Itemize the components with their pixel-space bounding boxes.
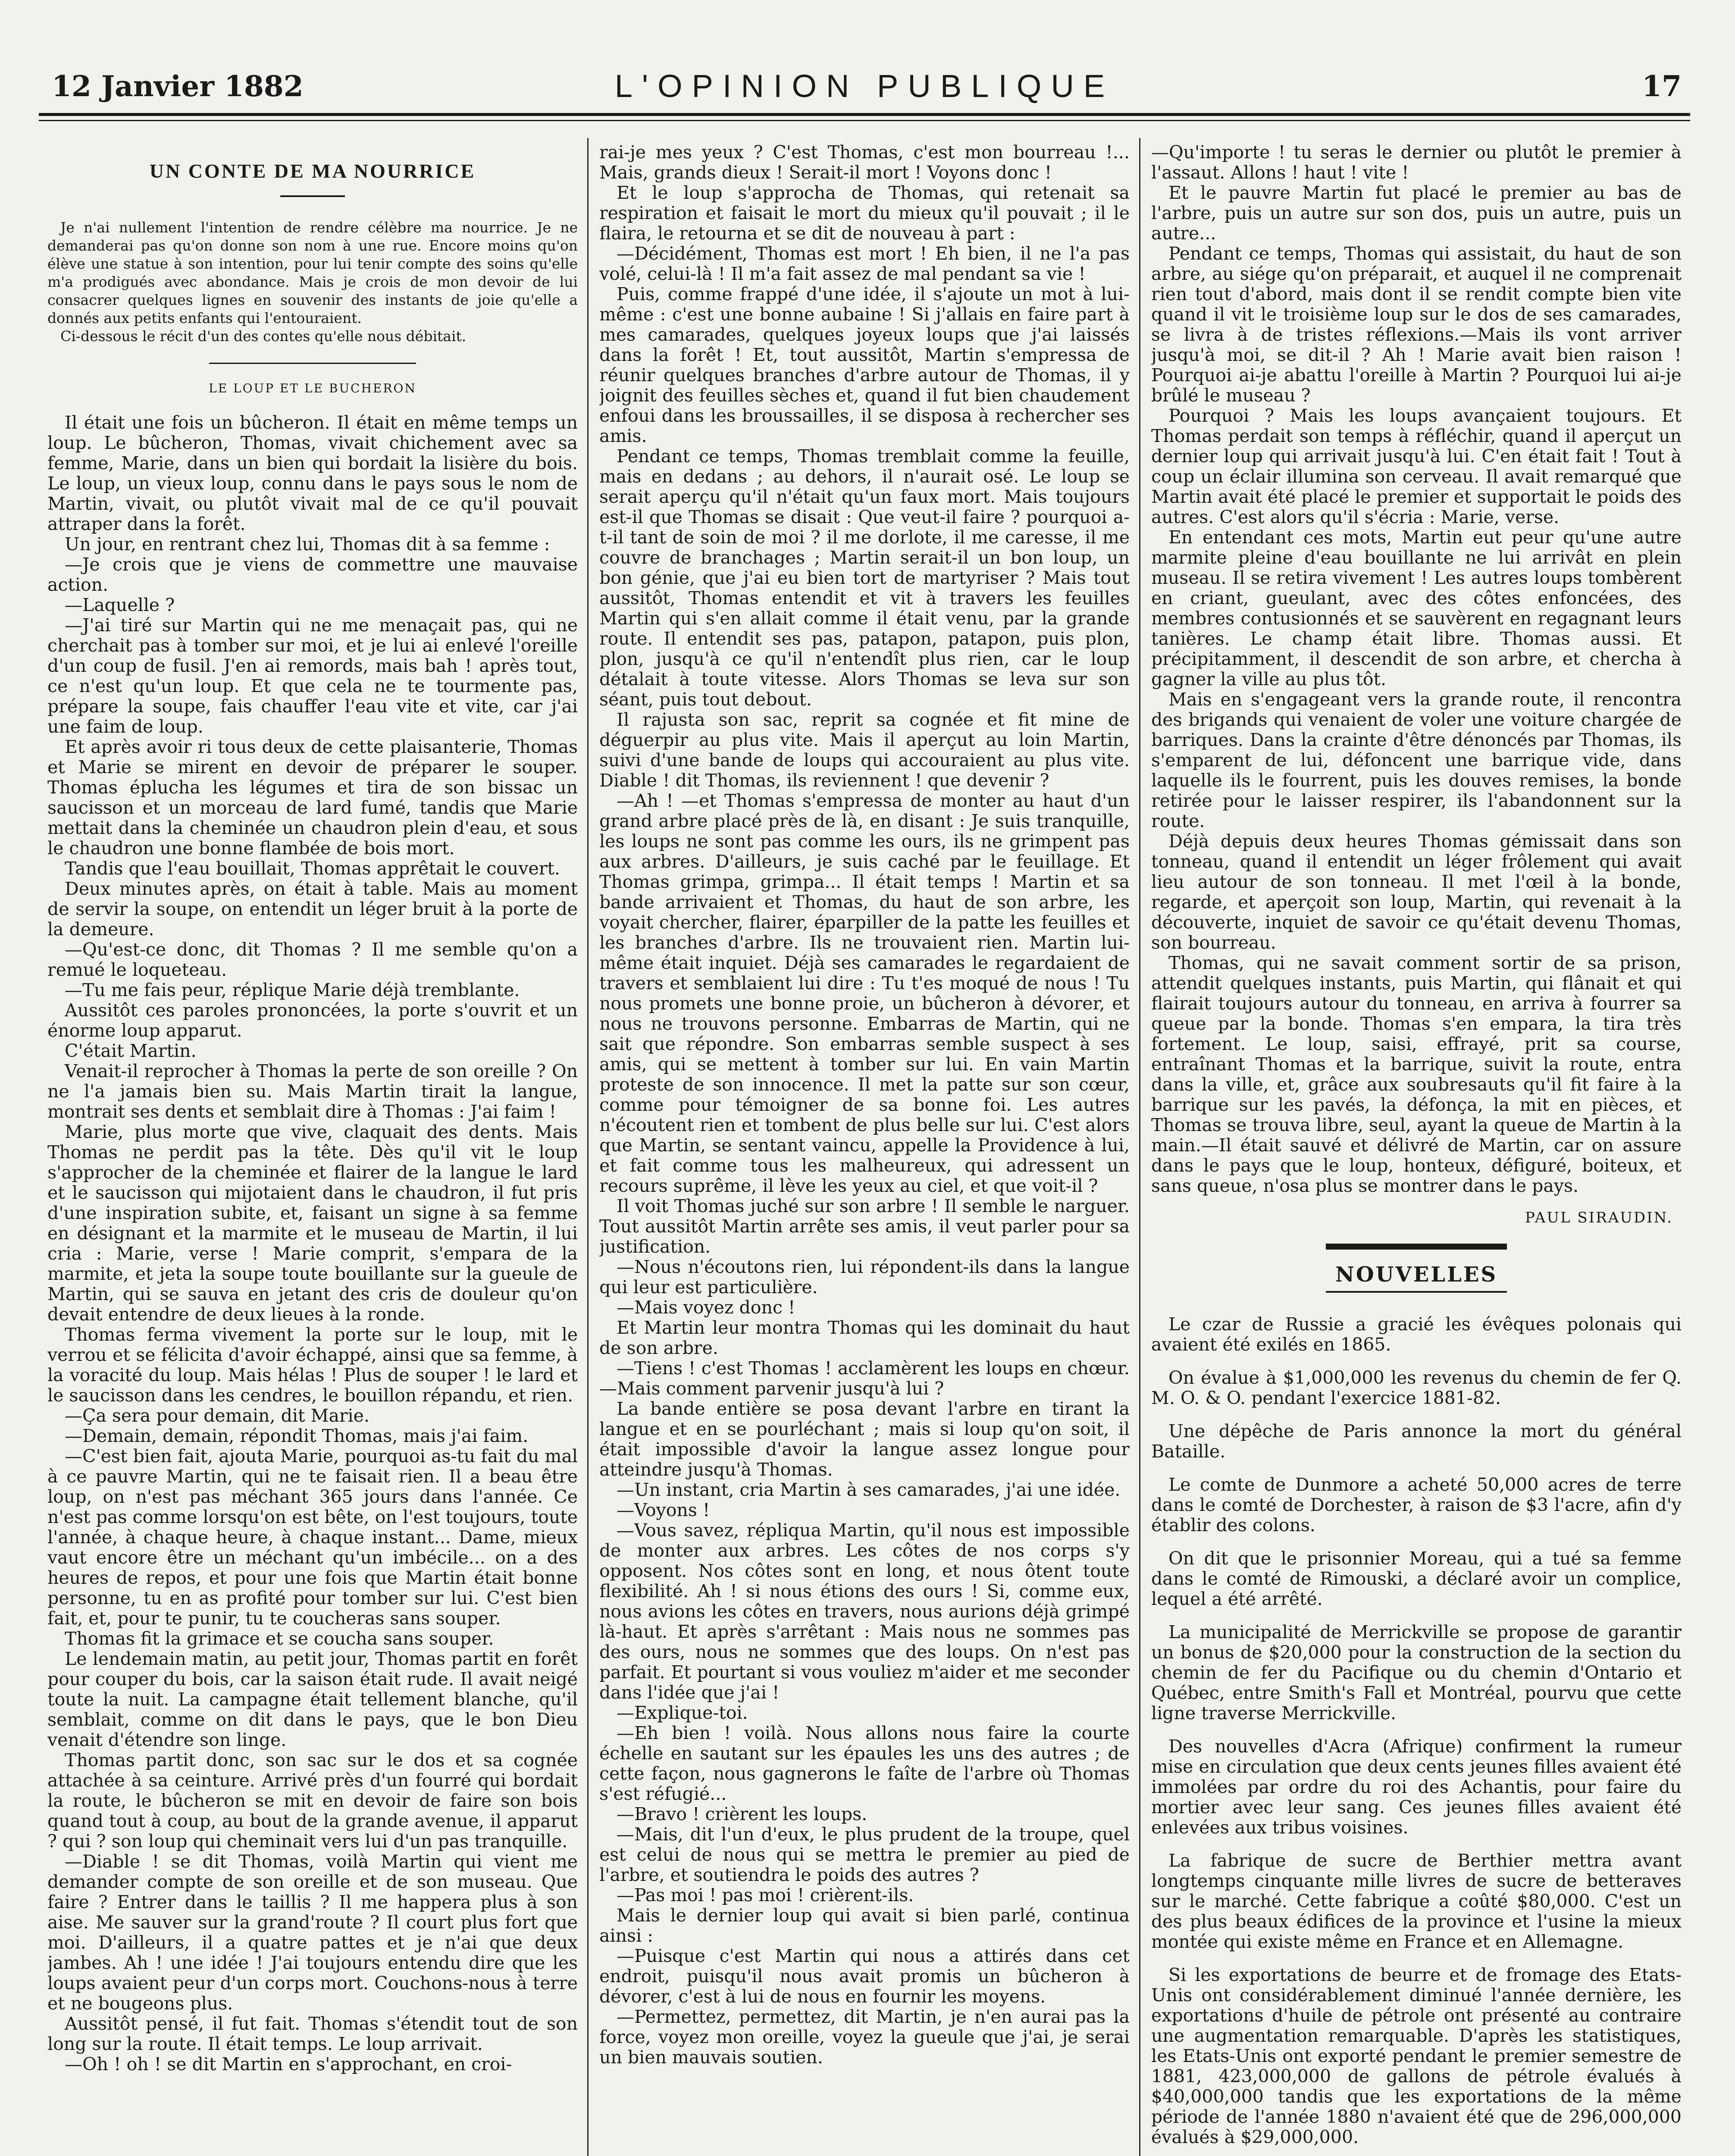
news-title-rule [1326, 1291, 1507, 1293]
newspaper-title: L'OPINION PUBLIQUE [614, 68, 1115, 104]
story-paragraph: Pourquoi ? Mais les loups avançaient toujours. Et Thomas perdait son temps à réfléchir, quand il aperçut un dernier loup qui arrivait jusqu'à lui. C'en était fait ! Tout à coup un éclair illumina son cerveau. Il avait remarqué que Martin avait été placé le premier et supportait le poids des autres. C'est alors qu'il s'écria : Marie, verse. [1151, 405, 1682, 527]
story-paragraph: —Explique-toi. [617, 1702, 748, 1723]
news-title: NOUVELLES [1335, 1263, 1498, 1287]
story-paragraph: Aussitôt ces paroles prononcées, la porte s'ouvrit et un énorme loup apparut. [47, 1000, 578, 1041]
story-paragraph: —Diable ! se dit Thomas, voilà Martin qui vient me demander compte de son oreille et de son museau. Que faire ? Entrer dans le taillis ? Il me happera plus à son aise. Me sauver sur la grand'route ? Il court plus fort que moi. D'ailleurs, il a quatre pattes et je n'ai que deux jambes. Ah ! une idée ! J'ai toujours entendu dire que les loups avaient peur d'un corps mort. Couchons-nous à terre et ne bougeons plus. [47, 1851, 578, 2014]
story-paragraph: Puis, comme frappé d'une idée, il s'ajoute un mot à lui-même : c'est une bonne aubaine ! Si j'allais en faire part à mes camarades, quelques joyeux loups que j'ai laissés dans la forêt ! Et, tout aussitôt, Martin s'empressa de réunir quelques branches d'arbre autour de Thomas, il y joignit des feuilles sèches et, quand il fut bien chaudement enfoui dans les broussailles, il se disposa à rechercher ses amis. [599, 284, 1130, 446]
story-paragraph: Il rajusta son sac, reprit sa cognée et fit mine de déguerpir au plus vite. Mais il aperçut au loin Martin, suivi d'une bande de loups qui accouraient au plus vite. Diable ! dit Thomas, ils reviennent ! que devenir ? [599, 709, 1130, 791]
column-divider [587, 138, 589, 2156]
story-paragraph: —Pas moi ! pas moi ! crièrent-ils. [617, 1885, 914, 1905]
news-item: Si les exportations de beurre et de fromage des Etats-Unis ont considérablement diminué l'année dernière, les exportations d'huile de pétrole ont présenté au contraire une augmentation remarquable. D'après les statistiques, les Etats-Unis ont exporté pendant le premier semestre de 1881, 423,000,000 de gallons de pétrole évalués à $40,000,000 tandis que les exportations de la même période de l'année 1880 n'avaient été que de 296,000,000 évalués à $29,000,000. [1151, 1965, 1682, 2147]
story-text-col3 [1151, 142, 1682, 1196]
news-item: Le czar de Russie a gracié les évêques polonais qui avaient été exilés en 1865. [1151, 1314, 1682, 1355]
news-item: Une dépêche de Paris annonce la mort du général Bataille. [1151, 1421, 1682, 1462]
story-paragraph: Déjà depuis deux heures Thomas gémissait dans son tonneau, quand il entendit un léger frôlement qui avait lieu autour de son tonneau. Il met l'œil à la bonde, regarde, et aperçoit son loup, Martin, qui revenait à la découverte, inquiet de savoir ce qu'était devenu Thomas, son bourreau. [1151, 831, 1682, 953]
story-paragraph: Et après avoir ri tous deux de cette plaisanterie, Thomas et Marie se mirent en devoir de préparer le souper. Thomas éplucha les légumes et tira de son bissac un saucisson et un morceau de lard fumé, tandis que Marie mettait dans la cheminée un chaudron plein d'eau, et sous le chaudron une bonne flambée de bois mort. [47, 736, 578, 859]
column-1 [47, 142, 578, 2156]
story-paragraph: —Ça sera pour demain, dit Marie. [65, 1405, 370, 1426]
news-item: On évalue à $1,000,000 les revenus du chemin de fer Q. M. O. & O. pendant l'exercice 1881-82. [1151, 1367, 1682, 1408]
conte-intro [47, 219, 578, 345]
story-paragraph: Thomas partit donc, son sac sur le dos et sa cognée attachée à sa ceinture. Arrivé près d'un fourré qui bordait la route, le bûcheron se mit en devoir de faire son bois quand tout à coup, au bout de la grande avenue, il apparut ? qui ? son loup qui cheminait vers lui d'un pas tranquille. [47, 1750, 578, 1852]
masthead [39, 65, 1690, 112]
story-paragraph: —C'est bien fait, ajouta Marie, pourquoi as-tu fait du mal à ce pauvre Martin, qui ne te faisait rien. Il a beau être loup, on n'est pas méchant 365 jours dans l'année. Ce n'est pas comme lorsqu'on est bête, on l'est toujours, toute l'année, à chaque heure, à chaque instant... Dame, mieux vaut encore être un méchant qu'un imbécile... on a des heures de repos, et pour une fois que Martin était bonne personne, tu en as profité pour tomber sur lui. C'est bien fait, et, pour te punir, tu te coucheras sans souper. [47, 1446, 578, 1629]
story-paragraph: —Permettez, permettez, dit Martin, je n'en aurai pas la force, voyez mon oreille, voyez la gueule que j'ai, je serai un bien mauvais soutien. [599, 2006, 1130, 2068]
story-paragraph: Pendant ce temps, Thomas tremblait comme la feuille, mais en dedans ; au dehors, il n'aurait osé. Le loup se serait aperçu qu'il n'était qu'un faux mort. Mais toujours est-il que Thomas se disait : Que veut-il faire ? pourquoi a-t-il tant de soin de moi ? il me dorlote, il me caresse, il me couvre de branchages ; Martin serait-il un bon loup, un bon génie, que j'ai eu bien tort de martyriser ? Mais tout aussitôt, Thomas entendit et vit à travers les feuilles Martin qui s'en allait comme il était venu, par la grande route. Il entendit ses pas, patapon, patapon, puis plon, plon, jusqu'à ce qu'il n'entendît plus rien, car le loup détalait à toute vitesse. Alors Thomas se leva sur son séant, puis tout debout. [599, 446, 1130, 710]
story-paragraph: —Qu'importe ! tu seras le dernier ou plutôt le premier à l'assaut. Allons ! haut ! vite ! [1151, 142, 1682, 183]
story-paragraph: —Laquelle ? [65, 595, 175, 615]
issue-date: 12 Janvier 1882 [52, 69, 304, 103]
story-paragraph: —Vous savez, répliqua Martin, qu'il nous est impossible de monter aux arbres. Les côtes de nos corps s'y opposent. Nos côtes sont en long, et nous ôtent toute flexibilité. Ah ! si nous étions des ours ! Si, comme eux, nous avions les côtes en travers, nous aurions déjà grimpé là-haut. Et après s'arrêtant : Mais nous ne sommes pas des ours, nous ne sommes que des loups. On n'est pas parfait. Et pourtant si vous vouliez m'aider et me seconder dans l'idée que j'ai ! [599, 1520, 1130, 1703]
story-paragraph: —Mais, dit l'un d'eux, le plus prudent de la troupe, quel est celui de nous qui se mettra le premier au pied de l'arbre, et soutiendra le poids des autres ? [599, 1824, 1130, 1885]
news-item: La fabrique de sucre de Berthier mettra avant longtemps cinquante mille livres de sucre de betteraves sur le marché. Cette fabrique a coûté $80,000. C'est un des plus beaux édifices de la province et l'usine la mieux montée qui existe même en France et en Allemagne. [1151, 1850, 1682, 1952]
story-paragraph: Thomas, qui ne savait comment sortir de sa prison, attendit quelques instants, puis Martin, qui flânait et qui flairait toujours autour du tonneau, en arriva à fourrer sa queue par la bonde. Thomas s'en empara, la tira très fortement. Le loup, saisi, effrayé, prit sa course, entraînant Thomas et la barrique, suivit la route, entra dans la ville, et, grâce aux soubresauts qu'il fit faire à la barrique sur les pavés, la défonça, la mit en pièces, et Thomas se trouva libre, seul, ayant la queue de Martin à la main.—Il était sauvé et délivré de Martin, car on assure dans le pays que le loup, honteux, défiguré, boiteux, et sans queue, n'osa plus se montrer dans le pays. [1151, 953, 1682, 1196]
story-paragraph: —Oh ! oh ! se dit Martin en s'approchant, en croi- [65, 2054, 512, 2075]
story-paragraph: Pendant ce temps, Thomas qui assistait, du haut de son arbre, au siége qu'on préparait, et auquel il ne comprenait rien tout d'abord, mais dont il se rendit compte bien vite quand il vit le troisième loup sur le dos de ses camarades, se livra à de tristes réflexions.—Mais ils vont arriver jusqu'à moi, se dit-il ? Ah ! Marie avait bien raison ! Pourquoi ai-je abattu l'oreille à Martin ? Pourquoi lui ai-je brûlé le museau ? [1151, 243, 1682, 406]
news-item: La municipalité de Merrickville se propose de garantir un bonus de $20,000 pour la construction de la section du chemin de fer du Pacifique ou du chemin d'Ontario et Québec, entre Smith's Fall et Montréal, pourvu que cette ligne traverse Merrickville. [1151, 1622, 1682, 1724]
news-item: Le comte de Dunmore a acheté 50,000 acres de terre dans le comté de Dorchester, à raison de $3 l'acre, afin d'y établir des colons. [1151, 1474, 1682, 1536]
story-paragraph: rai-je mes yeux ? C'est Thomas, c'est mon bourreau !... Mais, grands dieux ! Serait-il mort ! Voyons donc ! [599, 142, 1130, 183]
story-paragraph: —Tu me fais peur, réplique Marie déjà tremblante. [65, 980, 520, 1000]
story-paragraph: C'était Martin. [65, 1040, 197, 1061]
story-paragraph: —Eh bien ! voilà. Nous allons nous faire la courte échelle en sautant sur les épaules les uns des autres ; de cette façon, nous gagnerons le faîte de l'arbre où Thomas s'est réfugié... [599, 1723, 1130, 1804]
story-paragraph: Aussitôt pensé, il fut fait. Thomas s'étendit tout de son long sur la route. Il était temps. Le loup arrivait. [47, 2013, 578, 2054]
section-rule [209, 363, 416, 364]
conte-title: UN CONTE DE MA NOURRICE [149, 160, 476, 182]
column-3 [1151, 142, 1682, 2156]
section-rule-thick [1326, 1244, 1507, 1250]
story-paragraph: Thomas fit la grimace et se coucha sans souper. [65, 1628, 494, 1649]
story-paragraph: Et Martin leur montra Thomas qui les dominait du haut de son arbre. [599, 1317, 1130, 1358]
story-paragraph: —Qu'est-ce donc, dit Thomas ? Il me semble qu'on a remué le loqueteau. [47, 939, 578, 980]
story-paragraph: —J'ai tiré sur Martin qui ne me menaçait pas, qui ne cherchait pas à tomber sur moi, et je lui ai enlevé l'oreille d'un coup de fusil. J'en ai remords, mais bah ! après tout, ce n'est qu'un loup. Et que cela ne te tourmente pas, prépare la soupe, fais chauffer l'eau vite et vite, car j'ai une faim de loup. [47, 615, 578, 737]
story-paragraph: Tandis que l'eau bouillait, Thomas apprêtait le couvert. [65, 858, 560, 879]
intro-paragraph: Je n'ai nullement l'intention de rendre célèbre ma nourrice. Je ne demanderai pas qu'on donne son nom à une rue. Encore moins qu'on élève une statue à son intention, pour lui tenir compte des soins qu'elle m'a prodigués avec abondance. Mais je crois de mon devoir de lui consacrer quelques lignes en souvenir des instants de joie qu'elle a donnés aux petits enfants qui l'entouraient. [47, 219, 578, 326]
intro-paragraph: Ci-dessous le récit d'un des contes qu'elle nous débitait. [60, 328, 467, 345]
story-paragraph: Un jour, en rentrant chez lui, Thomas dit à sa femme : [65, 534, 550, 555]
story-paragraph: Mais le dernier loup qui avait si bien parlé, continua ainsi : [599, 1905, 1130, 1946]
story-paragraph: —Tiens ! c'est Thomas ! acclamèrent les loups en chœur.—Mais comment parvenir jusqu'à lui ? [599, 1358, 1130, 1399]
story-paragraph: —Décidément, Thomas est mort ! Eh bien, il ne l'a pas volé, celui-là ! Il m'a fait assez de mal pendant sa vie ! [599, 243, 1130, 284]
story-paragraph: —Voyons ! [617, 1500, 710, 1520]
story-paragraph: Et le pauvre Martin fut placé le premier au bas de l'arbre, puis un autre sur son dos, puis un autre, puis un autre... [1151, 182, 1682, 244]
story-paragraph: Marie, plus morte que vive, claquait des dents. Mais Thomas ne perdit pas la tête. Dès qu'il vit le loup s'approcher de la cheminée et flairer de la langue le lard et le saucisson qui mijotaient dans le chaudron, il fut pris d'une inspiration subite, et, faisant un signe à sa femme en désignant et la marmite et le museau de Martin, il lui cria : Marie, verse ! Marie comprit, s'empara de la marmite, et jeta la soupe toute bouillante sur la gueule de Martin, qui se sauva en jetant des cris de douleur qu'on devait entendre de deux lieues à la ronde. [47, 1122, 578, 1325]
column-divider [1139, 138, 1140, 2156]
story-paragraph: Deux minutes après, on était à table. Mais au moment de servir la soupe, on entendit un léger bruit à la porte de la demeure. [47, 878, 578, 940]
story-paragraph: —Mais voyez donc ! [617, 1297, 795, 1318]
story-paragraph: Il voit Thomas juché sur son arbre ! Il semble le narguer. Tout aussitôt Martin arrête ses amis, il veut parler pour sa justification. [599, 1196, 1130, 1257]
author-signature: PAUL SIRAUDIN. [1525, 1209, 1673, 1226]
story-paragraph: Thomas ferma vivement la porte sur le loup, mit le verrou et se félicita d'avoir échappé, ainsi que sa femme, à la voracité du loup. Mais hélas ! Plus de souper ! le lard et le saucisson dans les cendres, le bouillon répandu, et rien. [47, 1324, 578, 1406]
story-paragraph: Et le loup s'approcha de Thomas, qui retenait sa respiration et faisait le mort du mieux qu'il pouvait ; il le flaira, le retourna et se dit de nouveau à part : [599, 182, 1130, 244]
column-2 [599, 142, 1130, 2156]
story-paragraph: Mais en s'engageant vers la grande route, il rencontra des brigands qui venaient de voler une voiture chargée de barriques. Dans la crainte d'être dénoncés par Thomas, ils s'emparent de lui, défoncent une barrique vide, dans laquelle ils le fourrent, puis les douves remises, la bonde retirée pour le laisser respirer, ils l'abandonnent sur la route. [1151, 689, 1682, 831]
masthead-rule-thick [39, 113, 1690, 116]
story-paragraph: La bande entière se posa devant l'arbre en tirant la langue et en se pourléchant ; mais si loup qu'on soit, il était impossible d'avoir la langue assez longue pour atteindre jusqu'à Thomas. [599, 1398, 1130, 1480]
story-paragraph: Le lendemain matin, au petit jour, Thomas partit en forêt pour couper du bois, car la saison était rude. Il avait neigé toute la nuit. La campagne était tellement blanche, qu'il semblait, comme on dit dans le pays, que le bon Dieu venait d'étendre son linge. [47, 1648, 578, 1750]
news-list [1151, 1314, 1682, 2147]
story-paragraph: En entendant ces mots, Martin eut peur qu'une autre marmite pleine d'eau bouillante ne lui arrivât en plein museau. Il se retira vivement ! Les autres loups tombèrent en criant, gueulant, avec des côtes enfoncées, des membres contusionnés et se sauvèrent en regagnant leurs tanières. Le champ était libre. Thomas aussi. Et précipitamment, il descendit de son arbre, et chercha à gagner la ville au plus tôt. [1151, 527, 1682, 689]
story-paragraph: Il était une fois un bûcheron. Il était en même temps un loup. Le bûcheron, Thomas, vivait chichement avec sa femme, Marie, dans un bien qui bordait la lisière du bois. Le loup, un vieux loup, connu dans le pays sous le nom de Martin, vivait, ou plutôt vivait mal de ce qu'il pouvait attraper dans la forêt. [47, 412, 578, 534]
story-subtitle: LE LOUP ET LE BUCHERON [209, 381, 417, 395]
story-text-col2 [599, 142, 1130, 2068]
news-item: Des nouvelles d'Acra (Afrique) confirment la rumeur mise en circulation que deux cents jeunes filles avaient été immolées par ordre du roi des Achantis, pour faire du mortier avec leur sang. Ces jeunes filles avaient été enlevées aux tribus voisines. [1151, 1736, 1682, 1838]
story-paragraph: —Un instant, cria Martin à ses camarades, j'ai une idée. [617, 1479, 1121, 1500]
title-rule [280, 195, 345, 197]
masthead-rule-thin [39, 120, 1690, 121]
story-paragraph: —Je crois que je viens de commettre une mauvaise action. [47, 554, 578, 595]
story-paragraph: —Ah ! —et Thomas s'empressa de monter au haut d'un grand arbre placé près de là, en disant : Je suis tranquille, les loups ne sont pas comme les ours, ils ne grimpent pas aux arbres. D'ailleurs, je suis caché par le feuillage. Et Thomas grimpa, grimpa... Il était temps ! Martin et sa bande arrivaient et Thomas, du haut de son arbre, les voyait chercher, flairer, éparpiller de la patte les feuilles et les branches d'arbre. Ils ne trouvaient rien. Martin lui-même était inquiet. Déjà ses camarades le regardaient de travers et semblaient lui dire : Tu t'es moqué de nous ! Tu nous promets une bonne proie, un bûcheron à dévorer, et nous ne trouvons personne. Embarras de Martin, qui ne sait que répondre. Son embarras semble suspect à ses amis, qui se mettent à tomber sur lui. En vain Martin proteste de son innocence. Il met la patte sur son cœur, comme pour témoigner de sa bonne foi. Les autres n'écoutent rien et tombent de plus belle sur lui. C'est alors que Martin, se sentant vaincu, appelle la Providence à lui, et fait comme tous les malheureux, qui adressent un recours suprême, il lève les yeux au ciel, et que voit-il ? [599, 790, 1130, 1196]
story-text-col1 [47, 413, 578, 2075]
story-paragraph: —Bravo ! crièrent les loups. [617, 1804, 868, 1824]
story-paragraph: —Demain, demain, répondit Thomas, mais j'ai faim. [65, 1426, 529, 1446]
page-number: 17 [1642, 69, 1682, 103]
story-paragraph: —Puisque c'est Martin qui nous a attirés dans cet endroit, puisqu'il nous avait promis un bûcheron à dévorer, c'est à lui de nous en fournir les moyens. [599, 1946, 1130, 2007]
story-paragraph: Venait-il reprocher à Thomas la perte de son oreille ? On ne l'a jamais bien su. Mais Martin tirait la langue, montrait ses dents et semblait dire à Thomas : J'ai faim ! [47, 1061, 578, 1122]
story-paragraph: —Nous n'écoutons rien, lui répondent-ils dans la langue qui leur est particulière. [599, 1257, 1130, 1297]
news-item: On dit que le prisonnier Moreau, qui a tué sa femme dans le comté de Rimouski, a déclaré avoir un complice, lequel a été arrêté. [1151, 1548, 1682, 1609]
